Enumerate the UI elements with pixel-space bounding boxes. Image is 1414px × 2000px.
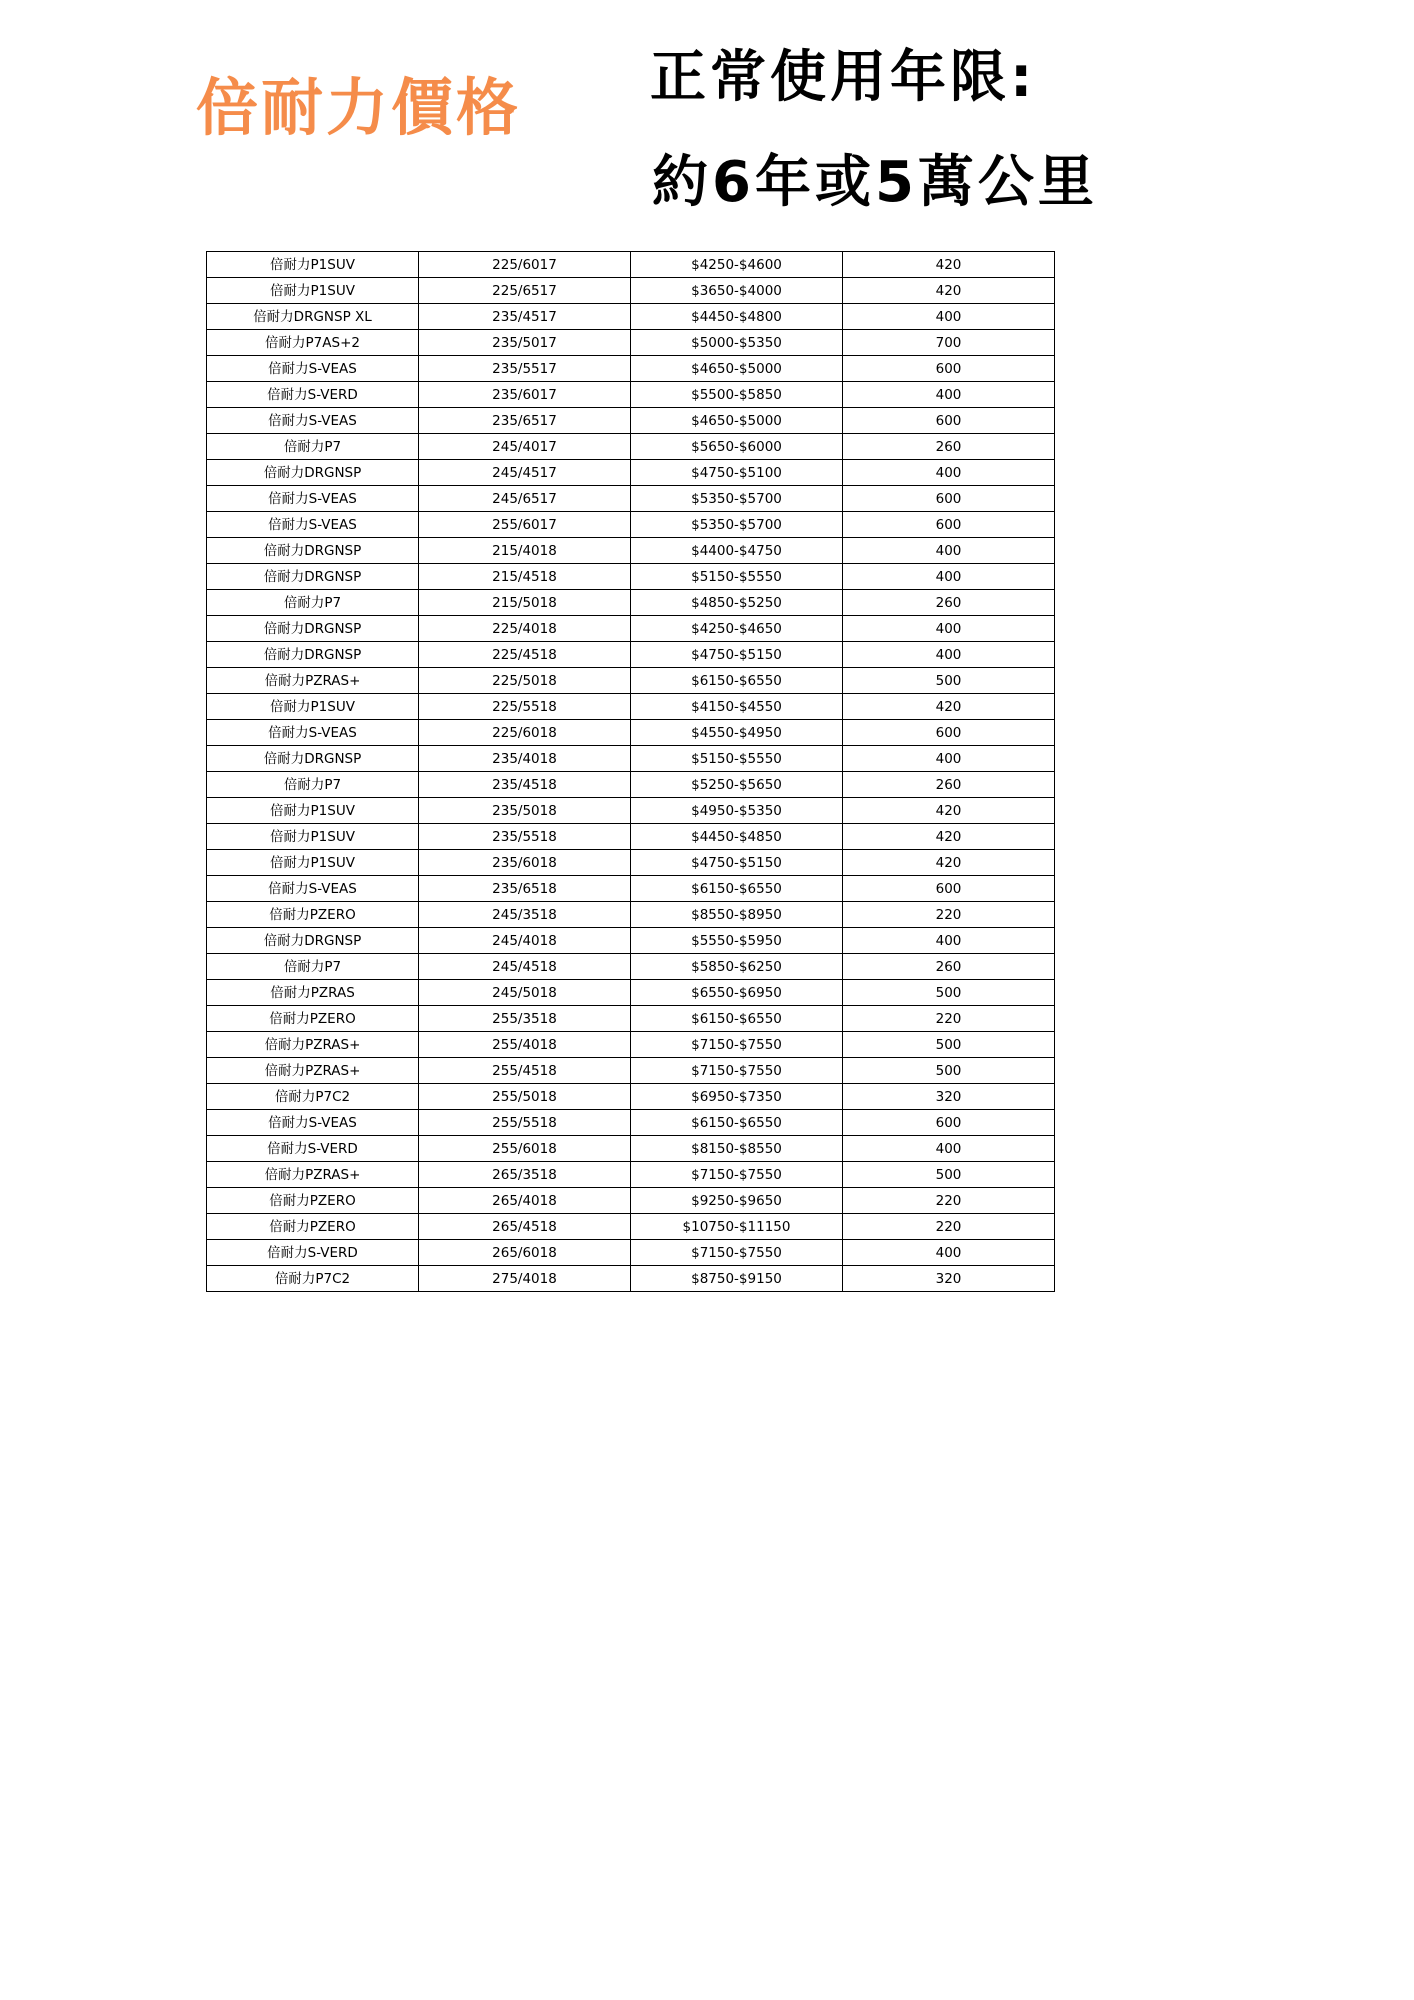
treadwear-cell: 420: [843, 278, 1055, 304]
tire-size-cell: 225/5518: [419, 694, 631, 720]
price-range-cell: $4450-$4800: [631, 304, 843, 330]
table-row: [207, 798, 1055, 824]
treadwear-cell: 500: [843, 980, 1055, 1006]
table-row: [207, 590, 1055, 616]
tire-model-cell: 倍耐力P1SUV: [207, 850, 419, 876]
table-row: [207, 460, 1055, 486]
price-range-cell: $6150-$6550: [631, 876, 843, 902]
table-row: [207, 616, 1055, 642]
price-range-cell: $5850-$6250: [631, 954, 843, 980]
table-row: [207, 356, 1055, 382]
price-range-cell: $4250-$4600: [631, 252, 843, 278]
price-range-cell: $4950-$5350: [631, 798, 843, 824]
price-range-cell: $4150-$4550: [631, 694, 843, 720]
table-row: [207, 564, 1055, 590]
treadwear-cell: 500: [843, 668, 1055, 694]
tire-size-cell: 255/6017: [419, 512, 631, 538]
tire-model-cell: 倍耐力P7: [207, 590, 419, 616]
tire-model-cell: 倍耐力DRGNSP: [207, 564, 419, 590]
table-row: [207, 1240, 1055, 1266]
tire-model-cell: 倍耐力P7: [207, 954, 419, 980]
price-range-cell: $7150-$7550: [631, 1162, 843, 1188]
brand-title: 倍耐力價格: [196, 71, 522, 144]
tire-size-cell: 265/3518: [419, 1162, 631, 1188]
tire-size-cell: 265/4518: [419, 1214, 631, 1240]
tire-model-cell: 倍耐力S-VEAS: [207, 720, 419, 746]
table-row: [207, 1058, 1055, 1084]
tire-model-cell: 倍耐力S-VEAS: [207, 1110, 419, 1136]
tire-size-cell: 215/4518: [419, 564, 631, 590]
table-row: [207, 486, 1055, 512]
price-range-cell: $4400-$4750: [631, 538, 843, 564]
tire-model-cell: 倍耐力S-VERD: [207, 1136, 419, 1162]
price-range-cell: $6550-$6950: [631, 980, 843, 1006]
price-range-cell: $4750-$5150: [631, 642, 843, 668]
price-range-cell: $5350-$5700: [631, 486, 843, 512]
tire-size-cell: 225/6017: [419, 252, 631, 278]
price-range-cell: $4750-$5150: [631, 850, 843, 876]
tire-model-cell: 倍耐力DRGNSP: [207, 538, 419, 564]
tire-model-cell: 倍耐力DRGNSP: [207, 642, 419, 668]
table-row: [207, 434, 1055, 460]
treadwear-cell: 400: [843, 928, 1055, 954]
table-row: [207, 1110, 1055, 1136]
tire-model-cell: 倍耐力PZRAS+: [207, 1032, 419, 1058]
tire-size-cell: 235/5518: [419, 824, 631, 850]
tire-model-cell: 倍耐力P1SUV: [207, 278, 419, 304]
tire-model-cell: 倍耐力P7AS+2: [207, 330, 419, 356]
tire-size-cell: 245/6517: [419, 486, 631, 512]
tire-size-cell: 235/5517: [419, 356, 631, 382]
price-range-cell: $6150-$6550: [631, 1110, 843, 1136]
tire-size-cell: 245/3518: [419, 902, 631, 928]
tire-model-cell: 倍耐力S-VEAS: [207, 356, 419, 382]
tire-size-cell: 255/3518: [419, 1006, 631, 1032]
table-row: [207, 1006, 1055, 1032]
tire-model-cell: 倍耐力PZRAS+: [207, 1058, 419, 1084]
tire-size-cell: 265/4018: [419, 1188, 631, 1214]
tire-model-cell: 倍耐力S-VERD: [207, 1240, 419, 1266]
lifespan-value: 約6年或5萬公里: [652, 150, 1098, 215]
table-row: [207, 1188, 1055, 1214]
tire-size-cell: 255/5518: [419, 1110, 631, 1136]
price-range-cell: $5500-$5850: [631, 382, 843, 408]
tire-size-cell: 225/6517: [419, 278, 631, 304]
treadwear-cell: 220: [843, 1214, 1055, 1240]
treadwear-cell: 500: [843, 1162, 1055, 1188]
price-range-cell: $5250-$5650: [631, 772, 843, 798]
tire-model-cell: 倍耐力PZERO: [207, 1188, 419, 1214]
treadwear-cell: 260: [843, 954, 1055, 980]
price-range-cell: $8150-$8550: [631, 1136, 843, 1162]
price-range-cell: $5650-$6000: [631, 434, 843, 460]
tire-model-cell: 倍耐力S-VEAS: [207, 486, 419, 512]
table-row: [207, 1032, 1055, 1058]
tire-size-cell: 235/6518: [419, 876, 631, 902]
tire-model-cell: 倍耐力PZRAS+: [207, 668, 419, 694]
lifespan-heading: 正常使用年限:: [650, 45, 1037, 110]
price-table-body: [207, 252, 1055, 1292]
treadwear-cell: 500: [843, 1058, 1055, 1084]
treadwear-cell: 600: [843, 720, 1055, 746]
tire-model-cell: 倍耐力P7C2: [207, 1266, 419, 1292]
price-range-cell: $6950-$7350: [631, 1084, 843, 1110]
price-range-cell: $8750-$9150: [631, 1266, 843, 1292]
table-row: [207, 668, 1055, 694]
tire-size-cell: 235/6018: [419, 850, 631, 876]
tire-size-cell: 235/4517: [419, 304, 631, 330]
tire-size-cell: 245/4517: [419, 460, 631, 486]
treadwear-cell: 260: [843, 590, 1055, 616]
price-range-cell: $6150-$6550: [631, 1006, 843, 1032]
tire-size-cell: 265/6018: [419, 1240, 631, 1266]
tire-model-cell: 倍耐力P7C2: [207, 1084, 419, 1110]
tire-size-cell: 235/6517: [419, 408, 631, 434]
tire-model-cell: 倍耐力P7: [207, 434, 419, 460]
table-row: [207, 382, 1055, 408]
table-row: [207, 1136, 1055, 1162]
price-range-cell: $5350-$5700: [631, 512, 843, 538]
table-row: [207, 408, 1055, 434]
treadwear-cell: 220: [843, 902, 1055, 928]
price-range-cell: $7150-$7550: [631, 1032, 843, 1058]
tire-model-cell: 倍耐力S-VEAS: [207, 408, 419, 434]
tire-model-cell: 倍耐力S-VEAS: [207, 876, 419, 902]
price-range-cell: $5000-$5350: [631, 330, 843, 356]
treadwear-cell: 600: [843, 408, 1055, 434]
price-range-cell: $3650-$4000: [631, 278, 843, 304]
tire-model-cell: 倍耐力S-VEAS: [207, 512, 419, 538]
tire-model-cell: 倍耐力P1SUV: [207, 824, 419, 850]
treadwear-cell: 400: [843, 460, 1055, 486]
price-range-cell: $4550-$4950: [631, 720, 843, 746]
table-row: [207, 252, 1055, 278]
tire-model-cell: 倍耐力DRGNSP: [207, 460, 419, 486]
price-range-cell: $9250-$9650: [631, 1188, 843, 1214]
tire-size-cell: 245/5018: [419, 980, 631, 1006]
tire-model-cell: 倍耐力DRGNSP XL: [207, 304, 419, 330]
table-row: [207, 330, 1055, 356]
tire-model-cell: 倍耐力P7: [207, 772, 419, 798]
tire-size-cell: 215/5018: [419, 590, 631, 616]
tire-size-cell: 245/4017: [419, 434, 631, 460]
treadwear-cell: 400: [843, 538, 1055, 564]
price-range-cell: $7150-$7550: [631, 1058, 843, 1084]
treadwear-cell: 420: [843, 252, 1055, 278]
price-table: [206, 251, 1055, 1292]
treadwear-cell: 420: [843, 850, 1055, 876]
tire-size-cell: 255/5018: [419, 1084, 631, 1110]
tire-model-cell: 倍耐力PZERO: [207, 1214, 419, 1240]
treadwear-cell: 420: [843, 824, 1055, 850]
tire-size-cell: 235/4018: [419, 746, 631, 772]
table-row: [207, 304, 1055, 330]
treadwear-cell: 400: [843, 616, 1055, 642]
table-row: [207, 980, 1055, 1006]
table-row: [207, 1162, 1055, 1188]
price-range-cell: $4750-$5100: [631, 460, 843, 486]
treadwear-cell: 320: [843, 1266, 1055, 1292]
tire-model-cell: 倍耐力PZRAS+: [207, 1162, 419, 1188]
tire-size-cell: 225/4018: [419, 616, 631, 642]
tire-model-cell: 倍耐力S-VERD: [207, 382, 419, 408]
tire-model-cell: 倍耐力PZRAS: [207, 980, 419, 1006]
tire-model-cell: 倍耐力PZERO: [207, 1006, 419, 1032]
price-range-cell: $6150-$6550: [631, 668, 843, 694]
treadwear-cell: 400: [843, 746, 1055, 772]
tire-size-cell: 255/4518: [419, 1058, 631, 1084]
table-row: [207, 1084, 1055, 1110]
tire-size-cell: 235/5017: [419, 330, 631, 356]
treadwear-cell: 220: [843, 1188, 1055, 1214]
tire-size-cell: 215/4018: [419, 538, 631, 564]
treadwear-cell: 500: [843, 1032, 1055, 1058]
price-range-cell: $5550-$5950: [631, 928, 843, 954]
tire-model-cell: 倍耐力DRGNSP: [207, 928, 419, 954]
table-row: [207, 1266, 1055, 1292]
tire-model-cell: 倍耐力PZERO: [207, 902, 419, 928]
tire-size-cell: 225/6018: [419, 720, 631, 746]
tire-size-cell: 235/5018: [419, 798, 631, 824]
tire-size-cell: 255/4018: [419, 1032, 631, 1058]
tire-model-cell: 倍耐力P1SUV: [207, 694, 419, 720]
tire-model-cell: 倍耐力P1SUV: [207, 798, 419, 824]
price-range-cell: $5150-$5550: [631, 564, 843, 590]
tire-size-cell: 235/6017: [419, 382, 631, 408]
price-range-cell: $4450-$4850: [631, 824, 843, 850]
price-range-cell: $10750-$11150: [631, 1214, 843, 1240]
treadwear-cell: 600: [843, 512, 1055, 538]
table-row: [207, 824, 1055, 850]
treadwear-cell: 220: [843, 1006, 1055, 1032]
table-row: [207, 746, 1055, 772]
table-row: [207, 720, 1055, 746]
tire-model-cell: 倍耐力DRGNSP: [207, 746, 419, 772]
price-range-cell: $4650-$5000: [631, 408, 843, 434]
tire-size-cell: 245/4518: [419, 954, 631, 980]
table-row: [207, 772, 1055, 798]
table-row: [207, 902, 1055, 928]
treadwear-cell: 700: [843, 330, 1055, 356]
tire-size-cell: 255/6018: [419, 1136, 631, 1162]
tire-size-cell: 275/4018: [419, 1266, 631, 1292]
table-row: [207, 278, 1055, 304]
table-row: [207, 694, 1055, 720]
table-row: [207, 512, 1055, 538]
table-row: [207, 928, 1055, 954]
price-range-cell: $5150-$5550: [631, 746, 843, 772]
tire-size-cell: 235/4518: [419, 772, 631, 798]
table-row: [207, 1214, 1055, 1240]
treadwear-cell: 400: [843, 382, 1055, 408]
table-row: [207, 538, 1055, 564]
treadwear-cell: 400: [843, 304, 1055, 330]
table-row: [207, 954, 1055, 980]
tire-model-cell: 倍耐力P1SUV: [207, 252, 419, 278]
treadwear-cell: 420: [843, 694, 1055, 720]
treadwear-cell: 260: [843, 772, 1055, 798]
treadwear-cell: 600: [843, 356, 1055, 382]
treadwear-cell: 320: [843, 1084, 1055, 1110]
price-range-cell: $7150-$7550: [631, 1240, 843, 1266]
price-range-cell: $4650-$5000: [631, 356, 843, 382]
price-range-cell: $4850-$5250: [631, 590, 843, 616]
treadwear-cell: 400: [843, 564, 1055, 590]
tire-model-cell: 倍耐力DRGNSP: [207, 616, 419, 642]
tire-size-cell: 225/4518: [419, 642, 631, 668]
table-row: [207, 642, 1055, 668]
treadwear-cell: 400: [843, 1240, 1055, 1266]
treadwear-cell: 600: [843, 1110, 1055, 1136]
treadwear-cell: 600: [843, 486, 1055, 512]
treadwear-cell: 400: [843, 1136, 1055, 1162]
tire-size-cell: 225/5018: [419, 668, 631, 694]
tire-size-cell: 245/4018: [419, 928, 631, 954]
price-range-cell: $8550-$8950: [631, 902, 843, 928]
treadwear-cell: 600: [843, 876, 1055, 902]
price-range-cell: $4250-$4650: [631, 616, 843, 642]
table-row: [207, 850, 1055, 876]
table-row: [207, 876, 1055, 902]
treadwear-cell: 400: [843, 642, 1055, 668]
treadwear-cell: 260: [843, 434, 1055, 460]
treadwear-cell: 420: [843, 798, 1055, 824]
